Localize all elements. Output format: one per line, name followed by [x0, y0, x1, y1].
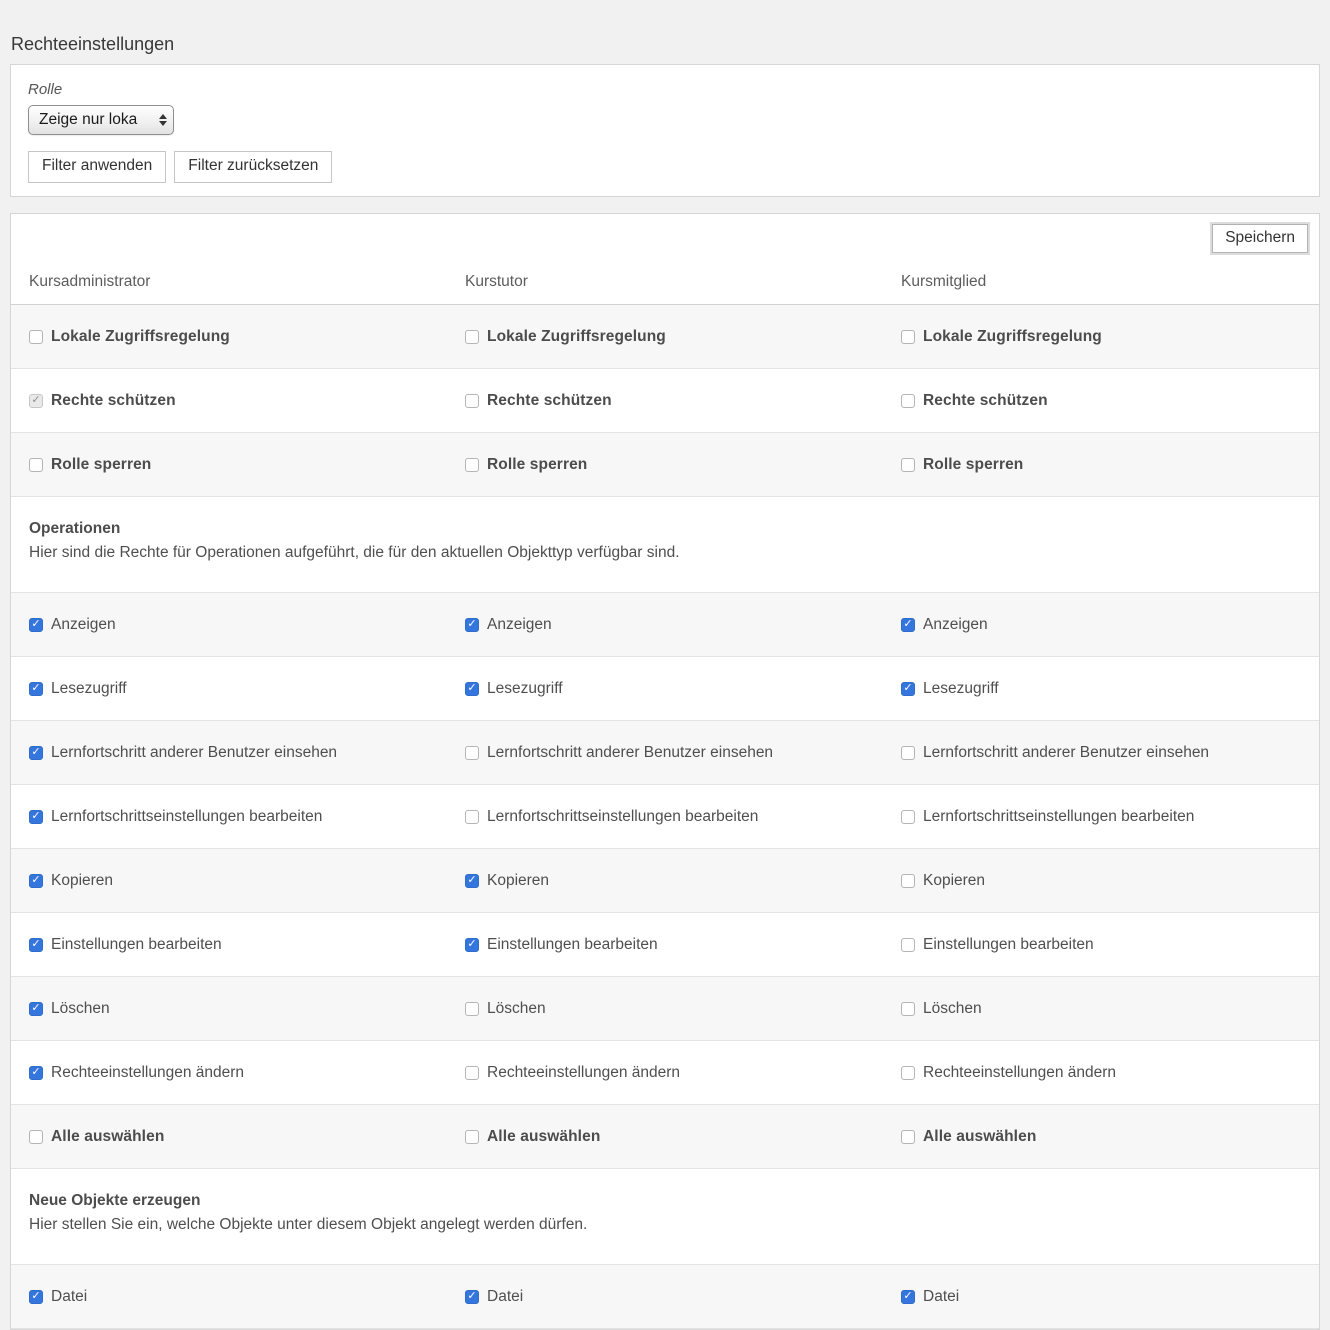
filter-buttons — [28, 151, 1303, 183]
permission-checkbox[interactable]: ✓ — [29, 682, 43, 696]
permission-cell-col1 — [11, 328, 447, 346]
permission-cell-col3 — [883, 1000, 1319, 1018]
permission-row — [11, 849, 1319, 913]
permission-label: Lesezugriff — [923, 679, 999, 697]
permission-label: Lernfortschritt anderer Benutzer einsehen — [923, 743, 1210, 761]
permission-checkbox[interactable]: ✓ — [465, 1290, 479, 1304]
permission-checkbox[interactable]: ✓ — [901, 1290, 915, 1304]
permission-cell-col2 — [447, 456, 883, 474]
permission-row — [11, 785, 1319, 849]
permission-row — [11, 1105, 1319, 1169]
permission-label: Kopieren — [51, 871, 114, 889]
permission-checkbox[interactable]: ✓ — [29, 810, 43, 824]
permission-checkbox[interactable] — [465, 458, 479, 472]
permission-row — [11, 433, 1319, 497]
section-header — [11, 1169, 1319, 1265]
permission-label: Rolle sperren — [51, 455, 152, 473]
permission-label: Rechteeinstellungen ändern — [487, 1063, 681, 1081]
table-toolbar — [11, 214, 1319, 261]
permission-cell-col3 — [883, 872, 1319, 890]
permission-cell-col3 — [883, 808, 1319, 826]
permission-checkbox[interactable]: ✓ — [29, 618, 43, 632]
save-button[interactable]: Speichern — [1212, 224, 1308, 253]
permission-label: Rechte schützen — [51, 391, 176, 409]
permission-label: Lesezugriff — [487, 679, 563, 697]
permission-row — [11, 657, 1319, 721]
permission-checkbox[interactable]: ✓ — [465, 682, 479, 696]
permission-checkbox[interactable]: ✓ — [29, 1002, 43, 1016]
permission-cell-col1 — [11, 936, 447, 954]
permission-label: Alle auswählen — [487, 1127, 601, 1145]
permission-cell-col2 — [447, 1288, 883, 1306]
permission-cell-col2 — [447, 616, 883, 634]
rights-rows — [11, 305, 1319, 1329]
permission-checkbox[interactable]: ✓ — [29, 1290, 43, 1304]
permission-cell-col3 — [883, 616, 1319, 634]
permission-checkbox[interactable]: ✓ — [29, 746, 43, 760]
permission-checkbox[interactable] — [901, 394, 915, 408]
permission-checkbox[interactable] — [465, 330, 479, 344]
permission-label: Datei — [923, 1287, 960, 1305]
permission-cell-col1 — [11, 1288, 447, 1306]
role-filter-label: Rolle — [28, 81, 63, 98]
permission-cell-col1 — [11, 872, 447, 890]
permission-checkbox[interactable]: ✓ — [465, 618, 479, 632]
permission-label: Rechteeinstellungen ändern — [51, 1063, 245, 1081]
permission-cell-col1 — [11, 1000, 447, 1018]
role-select[interactable] — [28, 105, 174, 135]
permission-checkbox[interactable] — [901, 1130, 915, 1144]
permission-cell-col1 — [11, 392, 447, 410]
permission-label: Kopieren — [923, 871, 986, 889]
permission-cell-col2 — [447, 680, 883, 698]
section-title: Operationen — [29, 520, 121, 537]
permission-cell-col3 — [883, 744, 1319, 762]
permission-label: Lesezugriff — [51, 679, 127, 697]
permission-label: Löschen — [487, 999, 546, 1017]
permissions-page — [0, 34, 1330, 1330]
permission-checkbox[interactable]: ✓ — [29, 874, 43, 888]
role-select-value: Zeige nur loka — [39, 111, 138, 128]
reset-filter-button[interactable]: Filter zurücksetzen — [174, 151, 332, 183]
permission-checkbox[interactable] — [901, 746, 915, 760]
section-title: Neue Objekte erzeugen — [29, 1192, 201, 1209]
permission-cell-col2 — [447, 328, 883, 346]
permission-checkbox[interactable] — [465, 810, 479, 824]
permission-checkbox[interactable] — [901, 938, 915, 952]
permission-cell-col2 — [447, 1064, 883, 1082]
section-header — [11, 497, 1319, 593]
permission-label: Löschen — [923, 999, 982, 1017]
permission-label: Lokale Zugriffsregelung — [51, 327, 230, 345]
permission-label: Lokale Zugriffsregelung — [487, 327, 666, 345]
permission-label: Lokale Zugriffsregelung — [923, 327, 1102, 345]
permission-checkbox[interactable] — [29, 458, 43, 472]
permission-cell-col3 — [883, 392, 1319, 410]
permission-checkbox[interactable] — [29, 1130, 43, 1144]
rights-table-panel — [10, 213, 1320, 1330]
permission-checkbox[interactable]: ✓ — [901, 618, 915, 632]
permission-checkbox[interactable] — [901, 810, 915, 824]
permission-row — [11, 305, 1319, 369]
permission-label: Lernfortschrittseinstellungen bearbeiten — [51, 807, 323, 825]
column-header-3: Kursmitglied — [901, 273, 987, 290]
permission-label: Kopieren — [487, 871, 550, 889]
permission-cell-col1 — [11, 456, 447, 474]
permission-cell-col1 — [11, 680, 447, 698]
permission-cell-col2 — [447, 1128, 883, 1146]
permission-checkbox[interactable]: ✓ — [901, 682, 915, 696]
permission-label: Lernfortschritt anderer Benutzer einsehen — [51, 743, 338, 761]
permission-checkbox[interactable] — [465, 746, 479, 760]
permission-cell-col3 — [883, 328, 1319, 346]
permission-cell-col1 — [11, 1128, 447, 1146]
permission-checkbox[interactable] — [901, 1002, 915, 1016]
permission-row — [11, 977, 1319, 1041]
permission-label: Anzeigen — [487, 615, 552, 633]
permission-label: Datei — [51, 1287, 88, 1305]
permission-cell-col2 — [447, 744, 883, 762]
permission-cell-col1 — [11, 808, 447, 826]
permission-row — [11, 593, 1319, 657]
permission-cell-col2 — [447, 392, 883, 410]
permission-label: Anzeigen — [923, 615, 988, 633]
permission-checkbox[interactable] — [465, 394, 479, 408]
section-description: Hier stellen Sie ein, welche Objekte unter diesem Objekt angelegt werden dürfen. — [29, 1216, 588, 1233]
permission-checkbox[interactable] — [901, 1066, 915, 1080]
permission-label: Datei — [487, 1287, 524, 1305]
permission-cell-col3 — [883, 1288, 1319, 1306]
permission-label: Einstellungen bearbeiten — [923, 935, 1094, 953]
permission-cell-col2 — [447, 1000, 883, 1018]
column-header-2: Kurstutor — [465, 273, 528, 290]
permission-row — [11, 721, 1319, 785]
permission-cell-col1 — [11, 1064, 447, 1082]
permission-cell-col2 — [447, 872, 883, 890]
permission-row — [11, 913, 1319, 977]
permission-label: Rolle sperren — [923, 455, 1024, 473]
permission-cell-col3 — [883, 1128, 1319, 1146]
permission-label: Alle auswählen — [923, 1127, 1037, 1145]
permission-label: Anzeigen — [51, 615, 116, 633]
filter-panel — [10, 64, 1320, 197]
permission-checkbox[interactable] — [901, 330, 915, 344]
permission-checkbox[interactable] — [465, 1066, 479, 1080]
permission-checkbox[interactable]: ✓ — [465, 874, 479, 888]
permission-label: Rechteeinstellungen ändern — [923, 1063, 1117, 1081]
permission-checkbox[interactable] — [465, 1130, 479, 1144]
column-header-1: Kursadministrator — [29, 273, 151, 290]
permission-label: Alle auswählen — [51, 1127, 165, 1145]
permission-label: Rolle sperren — [487, 455, 588, 473]
column-headers — [11, 261, 1319, 305]
section-description: Hier sind die Rechte für Operationen aufgeführt, die für den aktuellen Objekttyp verfügbar sind. — [29, 544, 680, 561]
permission-label: Lernfortschrittseinstellungen bearbeiten — [923, 807, 1195, 825]
permission-cell-col3 — [883, 1064, 1319, 1082]
permission-label: Lernfortschrittseinstellungen bearbeiten — [487, 807, 759, 825]
permission-row — [11, 1265, 1319, 1329]
permission-checkbox[interactable]: ✓ — [465, 938, 479, 952]
permission-label: Einstellungen bearbeiten — [51, 935, 222, 953]
permission-row — [11, 369, 1319, 433]
permission-checkbox[interactable] — [29, 330, 43, 344]
permission-label: Lernfortschritt anderer Benutzer einsehen — [487, 743, 774, 761]
permission-checkbox[interactable] — [465, 1002, 479, 1016]
permission-cell-col1 — [11, 616, 447, 634]
permission-cell-col3 — [883, 456, 1319, 474]
page-title: Rechteeinstellungen — [11, 34, 175, 54]
permission-checkbox[interactable] — [901, 874, 915, 888]
permission-cell-col3 — [883, 936, 1319, 954]
permission-checkbox: ✓ — [29, 394, 43, 408]
permission-cell-col3 — [883, 680, 1319, 698]
permission-checkbox[interactable]: ✓ — [29, 938, 43, 952]
apply-filter-button[interactable]: Filter anwenden — [28, 151, 166, 183]
permission-cell-col2 — [447, 936, 883, 954]
select-stepper-icon — [159, 114, 167, 126]
permission-checkbox[interactable]: ✓ — [29, 1066, 43, 1080]
permission-label: Rechte schützen — [487, 391, 612, 409]
permission-checkbox[interactable] — [901, 458, 915, 472]
permission-label: Einstellungen bearbeiten — [487, 935, 658, 953]
permission-cell-col1 — [11, 744, 447, 762]
permission-label: Löschen — [51, 999, 110, 1017]
permission-row — [11, 1041, 1319, 1105]
permission-label: Rechte schützen — [923, 391, 1048, 409]
permission-cell-col2 — [447, 808, 883, 826]
